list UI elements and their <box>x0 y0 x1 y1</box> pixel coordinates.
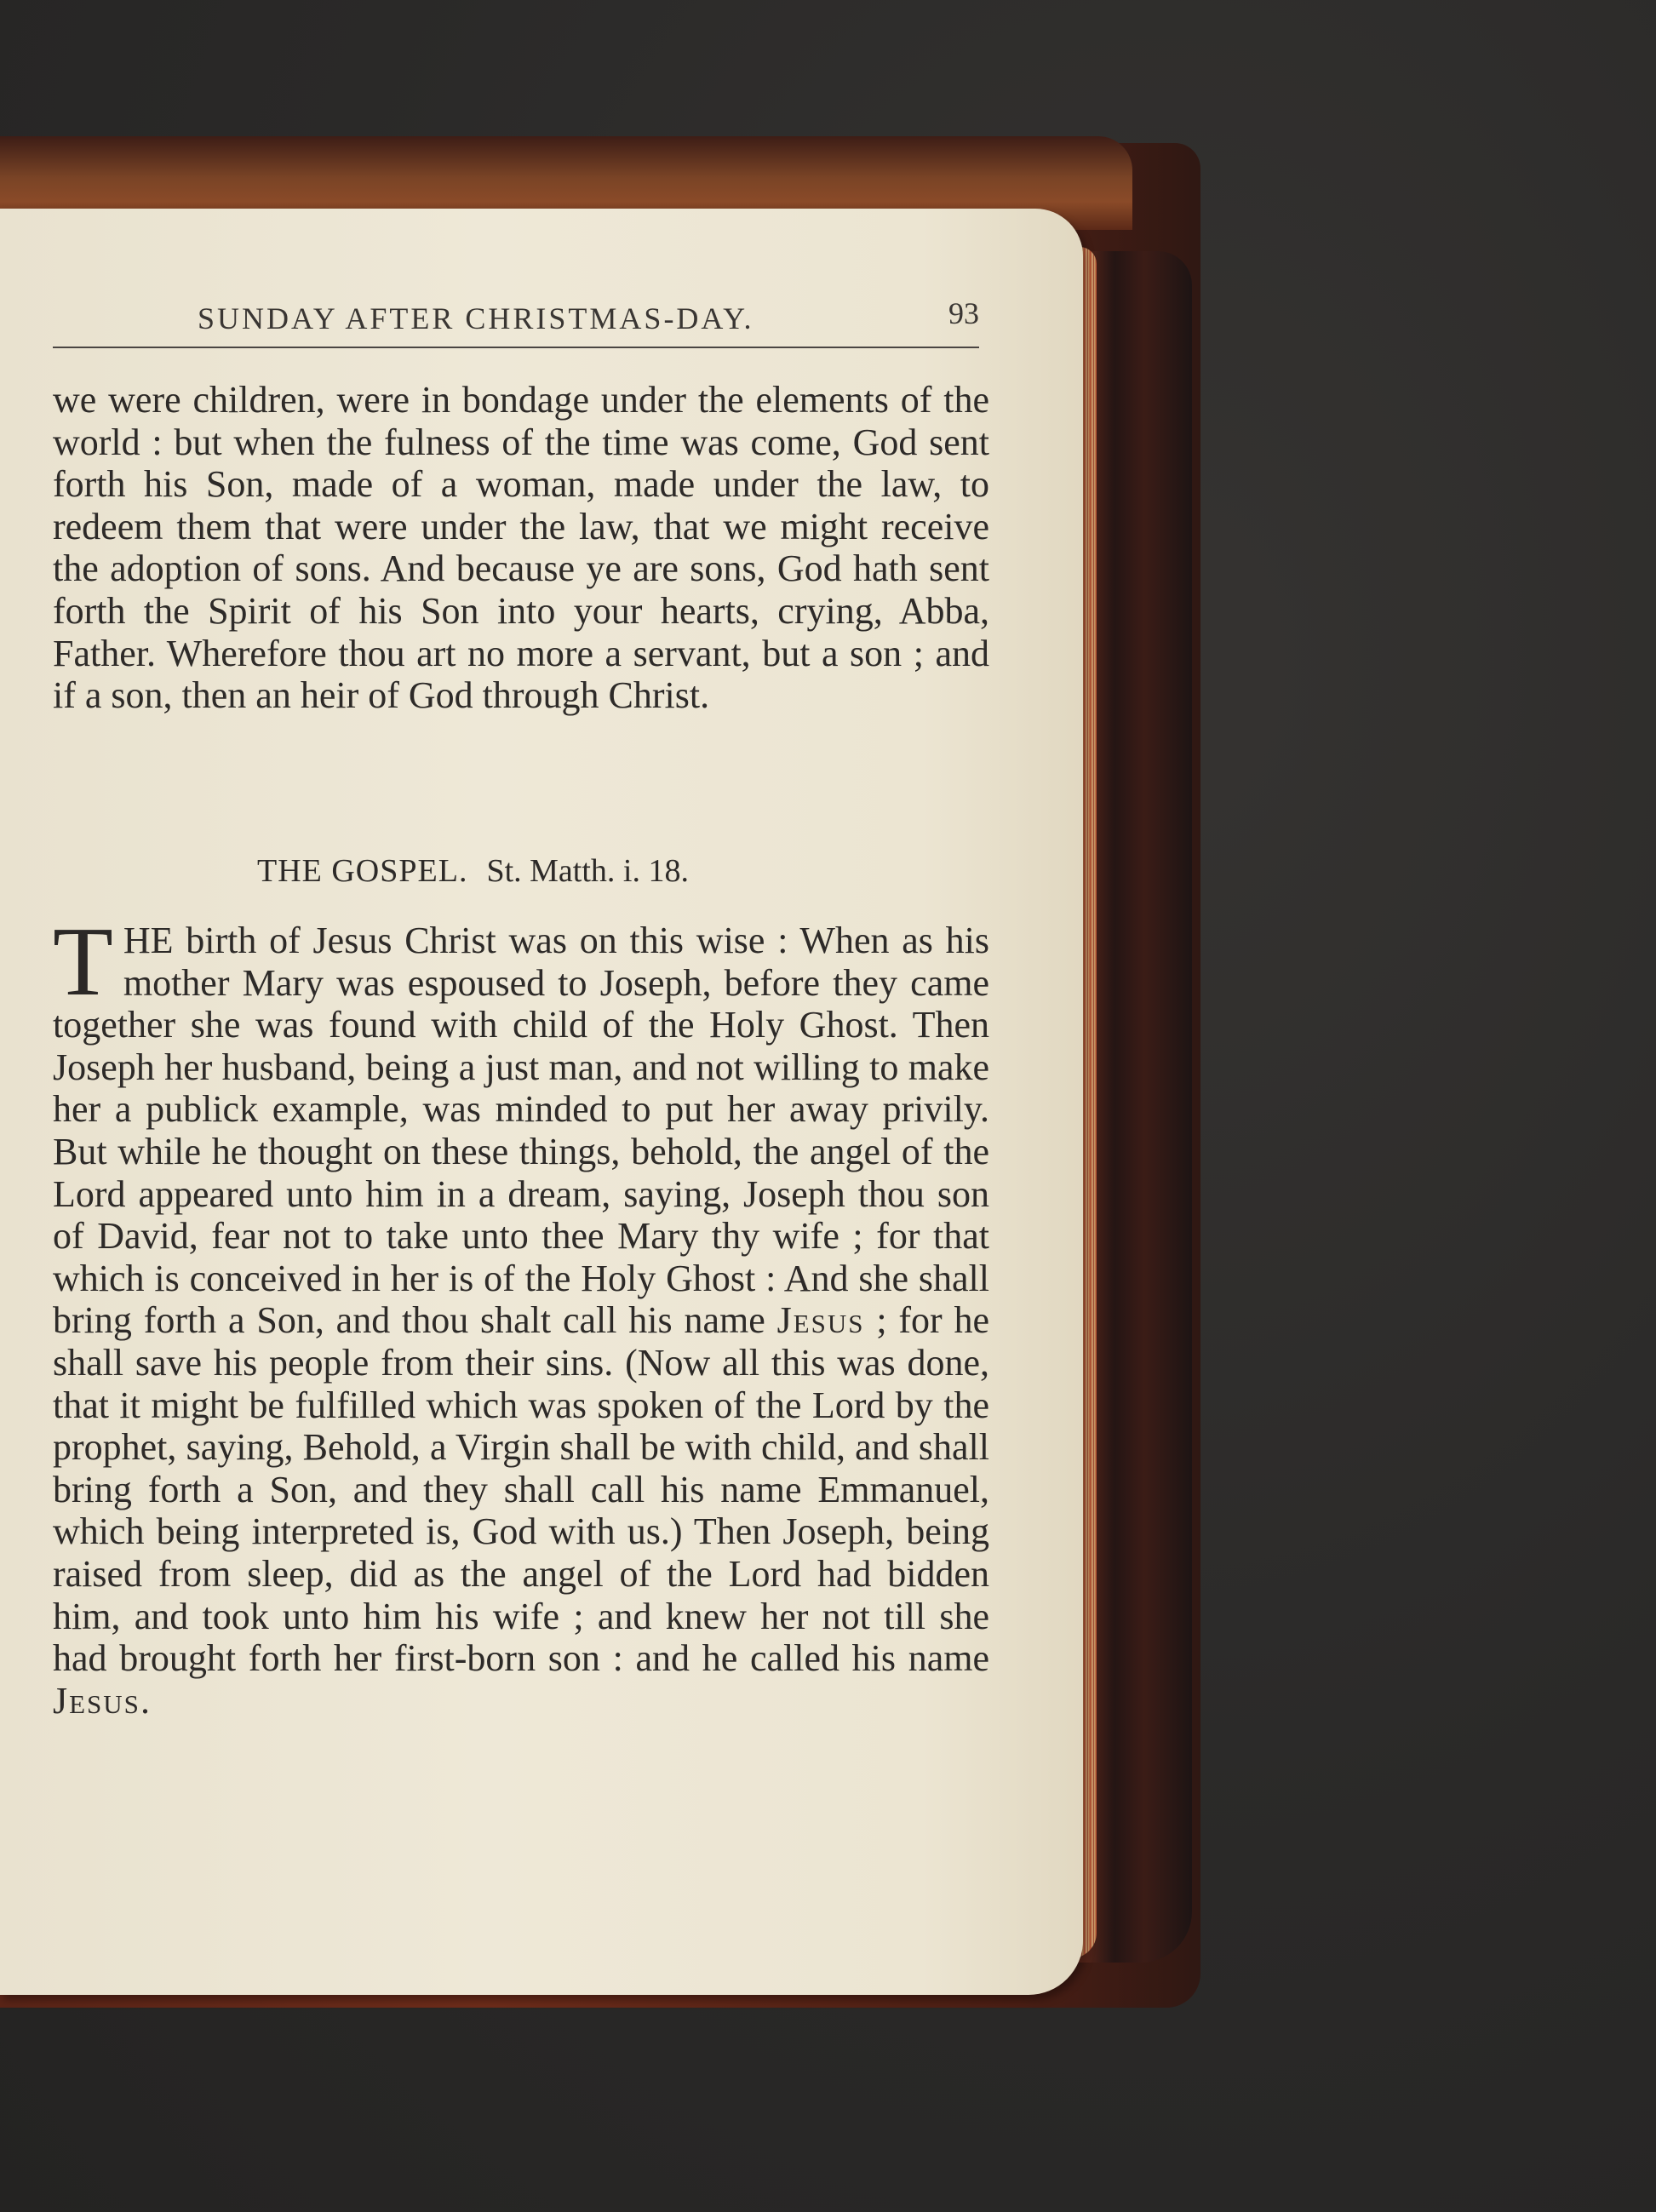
epistle-paragraph: we were children, were in bondage under the elements of the world : but when the fulness of the time was come, God sent forth his Son, made of a woman, made under the law, to redeem them that were under the law, that we might receive the adoption of sons. And because ye are sons, God hath sent forth the Spirit of his Son into your hearts, crying, Abba, Father. Wherefore thou art no more a servant, but a son ; and if a son, then an heir of God through Christ. <box>53 379 989 717</box>
gospel-heading <box>257 852 689 890</box>
gospel-text-part1: HE birth of Jesus Christ was on this wise : When as his mother Mary was espoused to Joseph, before they came together she was found with child of the Holy Ghost. Then Joseph her husband, being a just man, and not willing to make her a publick example, was minded to put her away privily. But while he thought on these things, behold, the angel of the Lord appeared unto him in a dream, saying, Joseph thou son of David, fear not to take unto thee Mary thy wife ; for that which is conceived in her is of the Holy Ghost : And she shall bring forth a Son, and thou shalt call his name <box>53 920 989 1342</box>
header-rule <box>53 347 979 348</box>
gospel-name-jesus-2: Jesus <box>53 1679 140 1722</box>
page-content <box>53 209 998 1995</box>
gospel-reference: St. Matth. i. 18. <box>486 853 689 889</box>
drop-cap: T <box>53 908 113 1017</box>
book-page <box>0 209 1083 1995</box>
gospel-title: THE GOSPEL. <box>257 853 468 889</box>
gospel-text-end: . <box>140 1679 150 1722</box>
gospel-paragraph <box>53 908 990 1722</box>
page-number: 93 <box>948 296 979 330</box>
gospel-name-jesus-1: Jesus <box>776 1299 865 1342</box>
running-head: SUNDAY AFTER CHRISTMAS-DAY. <box>198 301 754 335</box>
gospel-text-part2: ; for he shall save his people from their sins. (Now all this was done, that it might be fulfilled which was spoken of the Lord by the prophet, saying, Behold, a Virgin shall be with child, and shall bring forth a Son, and they shall call his name Emmanuel, which being interpreted is, God with us.) Then Joseph, being raised from sleep, did as the angel of the Lord had bidden him, and took unto him his wife ; and knew her not till she had brought forth her first-born son : and he called his name <box>53 1299 990 1680</box>
